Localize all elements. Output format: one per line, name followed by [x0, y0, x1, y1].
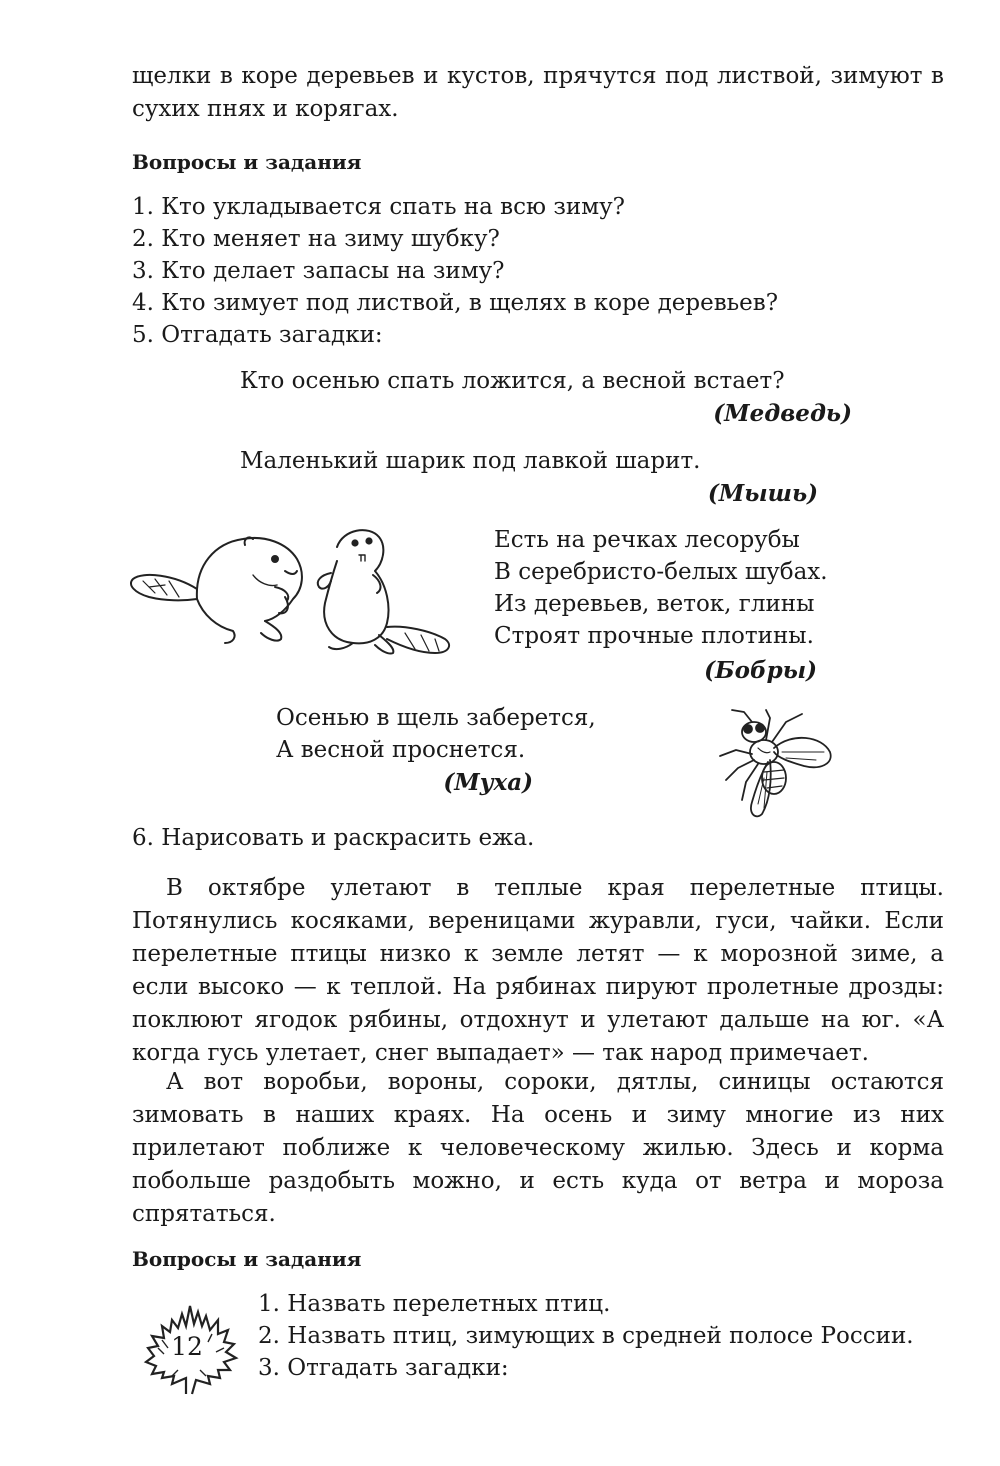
questions-list-2	[258, 1288, 914, 1384]
riddle-fly-answer: (Муха)	[443, 769, 533, 796]
riddle-beavers-answer: (Бобры)	[704, 657, 817, 684]
fly-illustration	[712, 708, 837, 823]
riddle-beavers-line-1: Есть на речках лесорубы	[494, 527, 800, 553]
riddle-fly-verse	[276, 702, 596, 766]
question-2-2: 2. Назвать птиц, зимующих в средней полосе России.	[258, 1323, 914, 1349]
intro-paragraph: щелки в коре деревьев и кустов, прячутся под листвой, зимуют в сухих пнях и корягах.	[132, 63, 944, 122]
question-1: 1. Кто укладывается спать на всю зиму?	[132, 194, 625, 220]
question-2-3: 3. Отгадать загадки:	[258, 1355, 509, 1381]
riddle-beavers-verse	[494, 524, 828, 652]
riddle-bear-text: Кто осенью спать ложится, а весной встает?	[240, 368, 785, 394]
page-number: 12	[171, 1332, 203, 1361]
question-4: 4. Кто зимует под листвой, в щелях в коре деревьев?	[132, 290, 779, 316]
section-heading-2: Вопросы и задания	[132, 1247, 362, 1271]
riddle-beavers-line-4: Строят прочные плотины.	[494, 623, 814, 649]
question-3: 3. Кто делает запасы на зиму?	[132, 258, 505, 284]
riddle-beavers-line-3: Из деревьев, веток, глины	[494, 591, 815, 617]
riddle-mouse-answer: (Мышь)	[707, 480, 818, 507]
paragraph-migratory-birds: В октябре улетают в теплые края перелетные птицы. Потянулись косяками, вереницами журавли, гуси, чайки. Если перелетные птицы низко к земле летят — к морозной зиме, а если высоко — к теплой. На рябинах пируют пролетные дрозды: поклюют ягодок рябины, отдохнут и улетают дальше на юг. «А когда гусь улетает, снег выпадает» — так народ примечает.	[132, 875, 944, 1066]
paragraph-wintering-birds: А вот воробьи, вороны, сороки, дятлы, синицы остаются зимовать в наших краях. На осень и зиму многие из них прилетают поближе к человеческому жилью. Здесь и корма побольше раздобыть можно, и есть куда от ветра и мороза спрятаться.	[132, 1069, 944, 1227]
question-5: 5. Отгадать загадки:	[132, 322, 383, 348]
beavers-illustration	[125, 515, 465, 665]
riddle-bear-answer: (Медведь)	[713, 400, 852, 427]
page-number-badge	[132, 1298, 242, 1398]
section-heading-1: Вопросы и задания	[132, 150, 362, 174]
riddle-beavers-line-2: В серебристо-белых шубах.	[494, 559, 828, 585]
question-2-1: 1. Назвать перелетных птиц.	[258, 1291, 611, 1317]
riddle-fly-line-2: А весной проснется.	[276, 737, 526, 763]
task-6: 6. Нарисовать и раскрасить ежа.	[132, 825, 535, 851]
riddle-mouse-text: Маленький шарик под лавкой шарит.	[240, 448, 701, 474]
riddle-fly-line-1: Осенью в щель заберется,	[276, 705, 596, 731]
question-2: 2. Кто меняет на зиму шубку?	[132, 226, 500, 252]
questions-list-1	[132, 191, 778, 351]
